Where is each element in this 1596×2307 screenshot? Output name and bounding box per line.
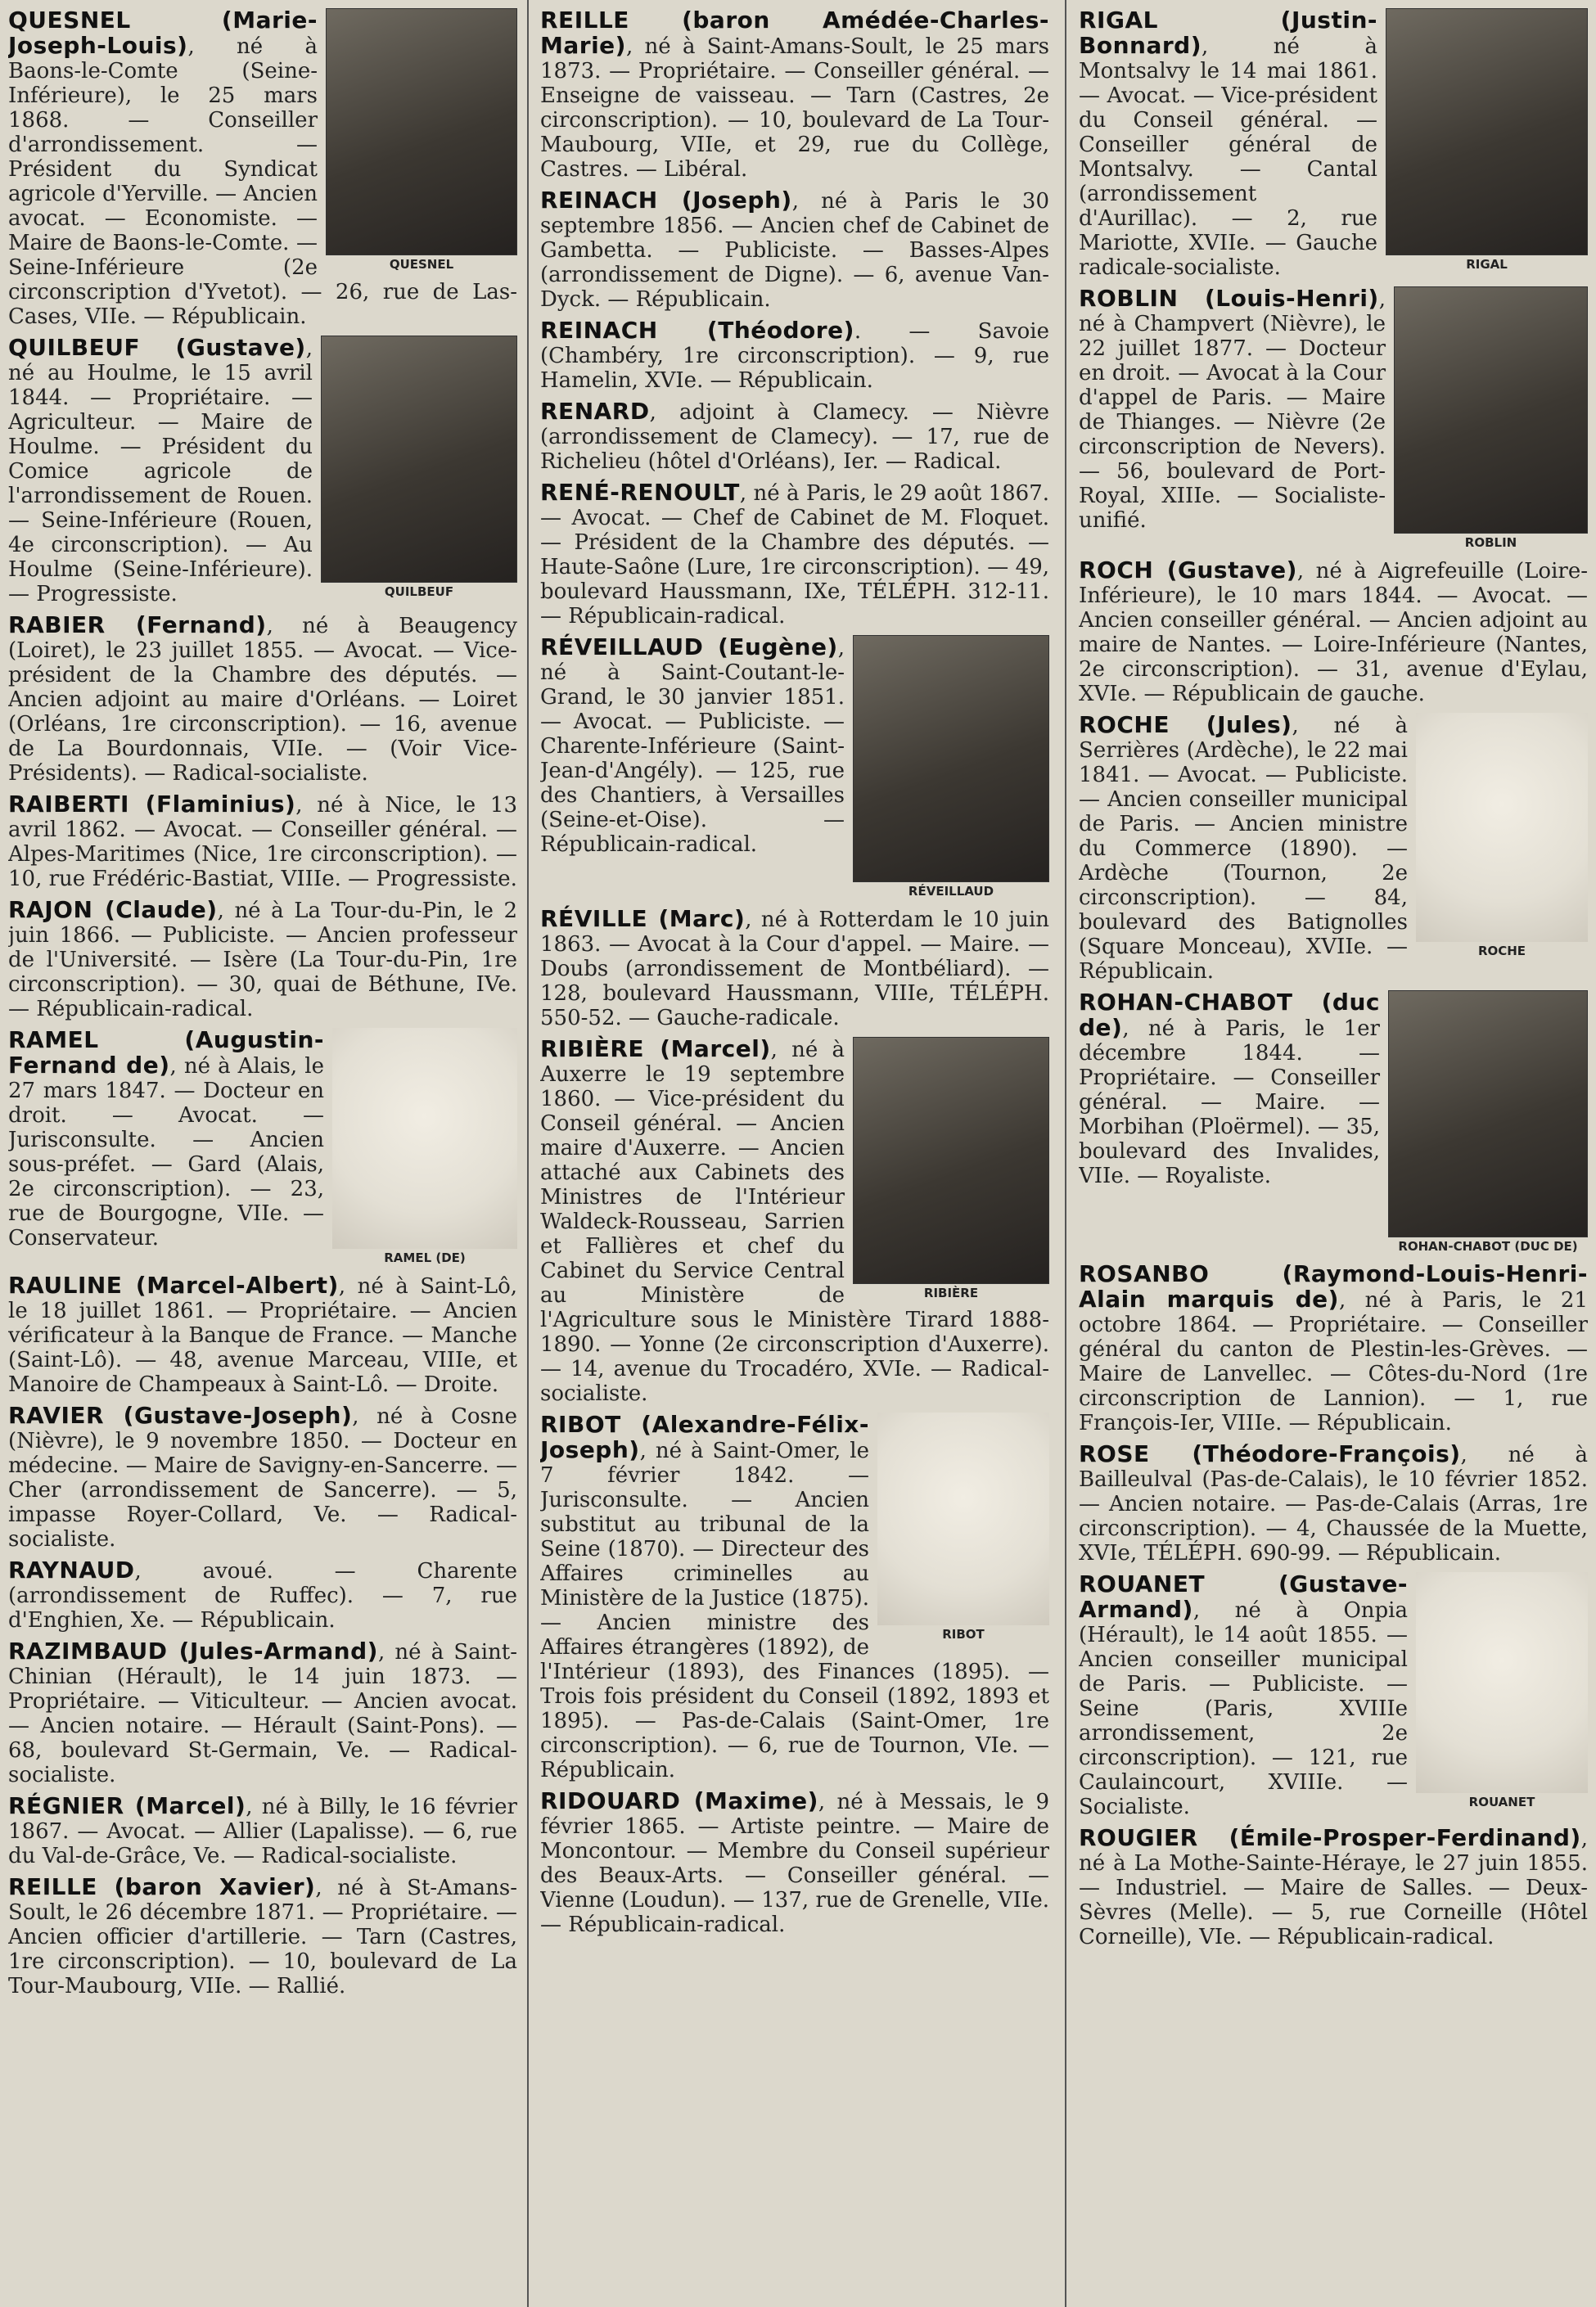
directory-entry: [8, 1404, 517, 1552]
entry-body: , né à Bailleulval (Pas-de-Calais), le 10 février 1852. — Ancien notaire. — Pas-de-Calais (Arras, 1re circonscription). — 4, Chaussée de la Muette, XVIe, TÉLÉPH. 690-99. — Républicain.: [1079, 1443, 1588, 1566]
column-3: [1079, 8, 1588, 2300]
portrait-caption: RAMEL (DE): [384, 1250, 466, 1265]
entry-body: , né à Messais, le 9 février 1865. — Artiste peintre. — Maire de Moncontour. — Membre du Conseil supérieur des Beaux-Arts. — Conseiller général. — Vienne (Loudun). — 137, rue de Grenelle, VIIe. — Républicain-radical.: [540, 1790, 1049, 1937]
portrait: [1386, 8, 1588, 272]
directory-entry: [540, 318, 1049, 393]
entry-name: ROSANBO (Raymond-Louis-Henri-Alain marquis de): [1079, 1260, 1588, 1313]
entry-name: RENÉ-RENOULT: [540, 479, 740, 506]
portrait-image: [877, 1413, 1049, 1625]
entry-body: , né à Saint-Lô, le 18 juillet 1861. — Propriétaire. — Ancien vérificateur à la Banque de France. — Manche (Saint-Lô). — 48, avenue Marceau, VIIIe, et Manoire de Champeaux à Saint-Lô. — Droite.: [8, 1274, 517, 1397]
portrait-caption: ROUANET: [1468, 1795, 1535, 1809]
column-divider: [527, 0, 529, 2307]
entry-body: , adjoint à Clamecy. — Nièvre (arrondissement de Clamecy). — 17, rue de Richelieu (hôtel d'Orléans), Ier. — Radical.: [540, 400, 1049, 474]
entry-body: , né à Onpia (Hérault), le 14 août 1855. — Ancien conseiller municipal de Paris. — Publiciste. — Seine (Paris, XVIIIe arrondissement, 2e circonscription). — 121, rue Caulaincourt, XVIIIe. — Socialiste.: [1079, 1598, 1408, 1819]
directory-entry: [1079, 713, 1588, 984]
directory-entry: [1079, 1572, 1588, 1819]
directory-entry: [540, 188, 1049, 312]
column-2: [540, 8, 1049, 2300]
directory-entry: [8, 1558, 517, 1633]
entry-body: , né à Rotterdam le 10 juin 1863. — Avocat à la Cour d'appel. — Maire. — Doubs (arrondissement de Montbéliard). — 128, boulevard Haussmann, VIIIe, TÉLÉPH. 550-52. — Gauche-radicale.: [540, 908, 1049, 1030]
entry-body: , né à Paris, le 29 août 1867. — Avocat. — Chef de Cabinet de M. Floquet. — Président de la Chambre des députés. — Haute-Saône (Lure, 1re circonscription). — 49, boulevard Haussmann, IXe, TÉLÉPH. 312-11. — Républicain-radical.: [540, 481, 1049, 629]
portrait-caption: RIBOT: [942, 1627, 985, 1642]
portrait-image: [1416, 1572, 1588, 1793]
entry-name: RAULINE (Marcel-Albert): [8, 1272, 339, 1299]
portrait-caption: RÉVEILLAUD: [908, 884, 994, 899]
entry-name: RIGAL (Justin-Bonnard): [1079, 8, 1377, 59]
entry-body: , né à St-Amans-Soult, le 26 décembre 1871. — Propriétaire. — Ancien officier d'artillerie. — Tarn (Castres, 1re circonscription). — 10, boulevard de La Tour-Maubourg, VIIe. — Rallié.: [8, 1876, 517, 1998]
entry-name: RABIER (Fernand): [8, 611, 267, 638]
entry-name: REILLE (baron Amédée-Charles-Marie): [540, 8, 1049, 59]
portrait-image: [1386, 8, 1588, 255]
directory-entry: [8, 898, 517, 1021]
entry-body: , né à Saint-Chinian (Hérault), le 14 juin 1873. — Propriétaire. — Viticulteur. — Ancien avocat. — Ancien notaire. — Hérault (Saint-Pons). — 68, boulevard St-Germain, Ve. — Radical-socialiste.: [8, 1640, 517, 1787]
portrait: [326, 8, 517, 272]
directory-entry: [540, 1037, 1049, 1406]
directory-entry: [1079, 1826, 1588, 1949]
directory-entry: [1079, 286, 1588, 552]
entry-name: RÉVEILLAUD (Eugène): [540, 633, 838, 660]
entry-body: , né à La Tour-du-Pin, le 2 juin 1866. — Publiciste. — Ancien professeur de l'Université. — Isère (La Tour-du-Pin, 1re circonscription). — 30, quai de Béthune, IVe. — Républicain-radical.: [8, 899, 517, 1021]
entry-body: , né à La Mothe-Sainte-Héraye, le 27 juin 1855. — Industriel. — Maire de Salles. — Deux-Sèvres (Melle). — 5, rue Corneille (Hôtel Corneille), VIe. — Républicain-radical.: [1079, 1827, 1588, 1949]
entry-name: ROUANET (Gustave-Armand): [1079, 1570, 1408, 1623]
entry-name: RÉVILLE (Marc): [540, 905, 746, 932]
entry-body: , né à Paris, le 1er décembre 1844. — Propriétaire. — Conseiller général. — Maire. — Morbihan (Ploërmel). — 35, boulevard des Invalides, VIIe. — Royaliste.: [1079, 1016, 1380, 1188]
portrait: [877, 1413, 1049, 1642]
entry-body: , né à Champvert (Nièvre), le 22 juillet 1877. — Docteur en droit. — Avocat à la Cour d'appel de Paris. — Maire de Thianges. — Nièvre (2e circonscription de Nevers). — 56, boulevard de Port-Royal, XIIIe. — Socialiste-unifié.: [1079, 287, 1386, 533]
entry-body: , né à Saint-Amans-Soult, le 25 mars 1873. — Propriétaire. — Conseiller général. — Enseigne de vaisseau. — Tarn (Castres, 2e circonscription). — 10, boulevard de La Tour-Maubourg, VIIe, et 29, rue du Collège, Castres. — Libéral.: [540, 34, 1049, 182]
portrait-caption: QUESNEL: [389, 257, 454, 272]
entry-body: , né à Montsalvy le 14 mai 1861. — Avocat. — Vice-président du Conseil général. — Conseiller général de Montsalvy. — Cantal (arrondissement d'Aurillac). — 2, rue Mariotte, XVIIe. — Gauche radicale-socialiste.: [1079, 34, 1377, 280]
entry-name: RÉGNIER (Marcel): [8, 1792, 246, 1819]
directory-entry: [8, 1794, 517, 1868]
portrait-image: [1388, 990, 1588, 1237]
entry-body: , né à Aigrefeuille (Loire-Inférieure), le 10 mars 1844. — Avocat. — Ancien conseiller général. — Ancien adjoint au maire de Nantes. — Loire-Inférieure (Nantes, 2e circonscription). — 31, avenue d'Eylau, XVIe. — Républicain de gauche.: [1079, 559, 1588, 706]
portrait: [1416, 713, 1588, 958]
portrait-image: [326, 8, 517, 255]
entry-name: ROUGIER (Émile-Prosper-Ferdinand): [1079, 1824, 1581, 1851]
portrait: [321, 336, 517, 599]
portrait-image: [1416, 713, 1588, 942]
directory-entry: [8, 613, 517, 786]
portrait-image: [332, 1028, 517, 1249]
entry-body: , né à Nice, le 13 avril 1862. — Avocat. — Conseiller général. — Alpes-Maritimes (Nice, 1re circonscription). — 10, rue Frédéric-Bastiat, VIIIe. — Progressiste.: [8, 793, 517, 891]
directory-entry: [8, 1875, 517, 1998]
entry-body: . — Savoie (Chambéry, 1re circonscription). — 9, rue Hamelin, XVIe. — Républicain.: [540, 319, 1049, 393]
portrait: [853, 1037, 1049, 1300]
directory-entry: [8, 1028, 517, 1267]
entry-name: REINACH (Joseph): [540, 187, 792, 214]
entry-name: QUESNEL (Marie-Joseph-Louis): [8, 8, 318, 59]
portrait-caption: RIGAL: [1466, 257, 1508, 272]
entry-body: , né à Baons-le-Comte (Seine-Inférieure), le 25 mars 1868. — Conseiller d'arrondissement. — Président du Syndicat agricole d'Yerville. — Ancien avocat. — Economiste. — Maire de Baons-le-Comte. — Seine-Inférieure (2e circonscription d'Yvetot). — 26, rue de Las-Cases, VIIe. — Républicain.: [8, 34, 517, 329]
entry-name: RAYNAUD: [8, 1557, 135, 1584]
portrait-caption: ROBLIN: [1464, 535, 1517, 550]
entry-name: RIBIÈRE (Marcel): [540, 1035, 771, 1062]
entry-name: ROCHE (Jules): [1079, 711, 1292, 738]
portrait-caption: ROHAN-CHABOT (DUC DE): [1398, 1239, 1578, 1254]
entry-body: , né à Saint-Coutant-le-Grand, le 30 janvier 1851. — Avocat. — Publiciste. — Charente-Inférieure (Saint-Jean-d'Angély). — 125, rue des Chantiers, à Versailles (Seine-et-Oise). — Républicain-radical.: [540, 636, 845, 857]
entry-name: ROHAN-CHABOT (duc de): [1079, 989, 1380, 1041]
entry-name: RAZIMBAUD (Jules-Armand): [8, 1638, 378, 1665]
entry-body: , né au Houlme, le 15 avril 1844. — Propriétaire. — Agriculteur. — Maire de Houlme. — Président du Comice agricole de l'arrondissement de Rouen. — Seine-Inférieure (Rouen, 4e circonscription). — Au Houlme (Seine-Inférieure). — Progressiste.: [8, 336, 313, 606]
directory-entry: [1079, 558, 1588, 706]
directory-entry: [1079, 990, 1588, 1255]
entry-name: RAVIER (Gustave-Joseph): [8, 1402, 353, 1429]
directory-entry: [540, 399, 1049, 474]
entry-body: , né à Auxerre le 19 septembre 1860. — Vice-président du Conseil général. — Ancien maire d'Auxerre. — Ancien attaché aux Cabinets des Ministres de l'Intérieur Waldeck-Rousseau, Sarrien et Fallières et chef du Cabinet du Service Central au Ministère de l'Agriculture sous le Ministère Tirard 1888-1890. — Yonne (2e circonscription d'Auxerre). — 14, avenue du Trocadéro, XVIe. — Radical-socialiste.: [540, 1038, 1049, 1406]
portrait: [1394, 286, 1588, 550]
directory-entry: [8, 792, 517, 891]
entry-body: , né à Beaugency (Loiret), le 23 juillet 1855. — Avocat. — Vice-président de la Chambre des députés. — Ancien adjoint au maire d'Orléans. — Loiret (Orléans, 1re circonscription). — 16, avenue de La Bourdonnais, VIIe. — (Voir Vice-Présidents). — Radical-socialiste.: [8, 614, 517, 786]
entry-name: RIBOT (Alexandre-Félix-Joseph): [540, 1411, 869, 1463]
entry-body: , né à Saint-Omer, le 7 février 1842. — Jurisconsulte. — Ancien substitut au tribunal de la Seine (1870). — Directeur des Affaires criminelles au Ministère de la Justice (1875). — Ancien ministre des Affaires étrangères (1892), de l'Intérieur (1893), des Finances (1895). — Trois fois président du Conseil (1892, 1893 et 1895). — Pas-de-Calais (Saint-Omer, 1re circonscription). — 6, rue de Tournon, VIe. — Républicain.: [540, 1439, 1049, 1782]
entry-name: REINACH (Théodore): [540, 317, 854, 344]
entry-name: RIDOUARD (Maxime): [540, 1787, 818, 1814]
portrait: [853, 635, 1049, 899]
directory-entry: [540, 1413, 1049, 1782]
entry-name: RAJON (Claude): [8, 896, 218, 923]
entry-body: , né à Serrières (Ardèche), le 22 mai 1841. — Avocat. — Publiciste. — Ancien conseiller municipal de Paris. — Ancien ministre du Commerce (1890). — Ardèche (Tournon, 2e circonscription). — 84, boulevard des Batignolles (Square Monceau), XVIIe. — Républicain.: [1079, 714, 1408, 984]
directory-entry: [8, 1273, 517, 1397]
portrait-image: [853, 1037, 1049, 1284]
entry-body: , né à Cosne (Nièvre), le 9 novembre 1850. — Docteur en médecine. — Maire de Savigny-en-Sancerre. — Cher (arrondissement de Sancerre). — 5, impasse Royer-Collard, Ve. — Radical-socialiste.: [8, 1404, 517, 1552]
directory-entry: [8, 1639, 517, 1787]
portrait-image: [1394, 286, 1588, 534]
directory-entry: [8, 8, 517, 329]
column-1: [8, 8, 517, 2300]
entry-name: QUILBEUF (Gustave): [8, 334, 306, 361]
directory-entry: [540, 907, 1049, 1030]
directory-entry: [1079, 1262, 1588, 1435]
portrait-image: [853, 635, 1049, 882]
entry-name: RENARD: [540, 398, 650, 425]
portrait-caption: ROCHE: [1477, 944, 1526, 958]
portrait: [1388, 990, 1588, 1254]
directory-entry: [540, 635, 1049, 900]
directory-entry: [1079, 1442, 1588, 1566]
entry-name: RAMEL (Augustin-Fernand de): [8, 1026, 324, 1079]
portrait-image: [321, 336, 517, 583]
entry-body: , né à Billy, le 16 février 1867. — Avocat. — Allier (Lapalisse). — 6, rue du Val-de-Grâce, Ve. — Radical-socialiste.: [8, 1795, 517, 1868]
directory-entry: [8, 336, 517, 606]
directory-entry: [540, 8, 1049, 182]
entry-body: , né à Paris le 30 septembre 1856. — Ancien chef de Cabinet de Gambetta. — Publiciste. — Basses-Alpes (arrondissement de Digne). — 6, avenue Van-Dyck. — Républicain.: [540, 189, 1049, 312]
entry-name: ROCH (Gustave): [1079, 556, 1297, 584]
entry-name: RAIBERTI (Flaminius): [8, 791, 296, 818]
entry-name: REILLE (baron Xavier): [8, 1873, 316, 1900]
entry-name: ROBLIN (Louis-Henri): [1079, 285, 1379, 312]
portrait-caption: QUILBEUF: [384, 584, 454, 599]
column-divider: [1065, 0, 1066, 2307]
entry-body: , né à Alais, le 27 mars 1847. — Docteur en droit. — Avocat. — Jurisconsulte. — Ancien sous-préfet. — Gard (Alais, 2e circonscription). — 23, rue de Bourgogne, VIIe. — Conservateur.: [8, 1054, 324, 1250]
directory-entry: [540, 1789, 1049, 1937]
entry-body: , né à Paris, le 21 octobre 1864. — Propriétaire. — Conseiller général du canton de Plestin-les-Grèves. — Maire de Lanvellec. — Côtes-du-Nord (1re circonscription de Lannion). — 1, rue François-Ier, VIIIe. — Républicain.: [1079, 1288, 1588, 1435]
portrait-caption: RIBIÈRE: [923, 1286, 979, 1300]
directory-entry: [540, 480, 1049, 629]
entry-name: ROSE (Théodore-François): [1079, 1440, 1461, 1467]
portrait: [1416, 1572, 1588, 1809]
entry-body: , avoué. — Charente (arrondissement de Ruffec). — 7, rue d'Enghien, Xe. — Républicain.: [8, 1559, 517, 1633]
portrait: [332, 1028, 517, 1265]
directory-entry: [1079, 8, 1588, 280]
